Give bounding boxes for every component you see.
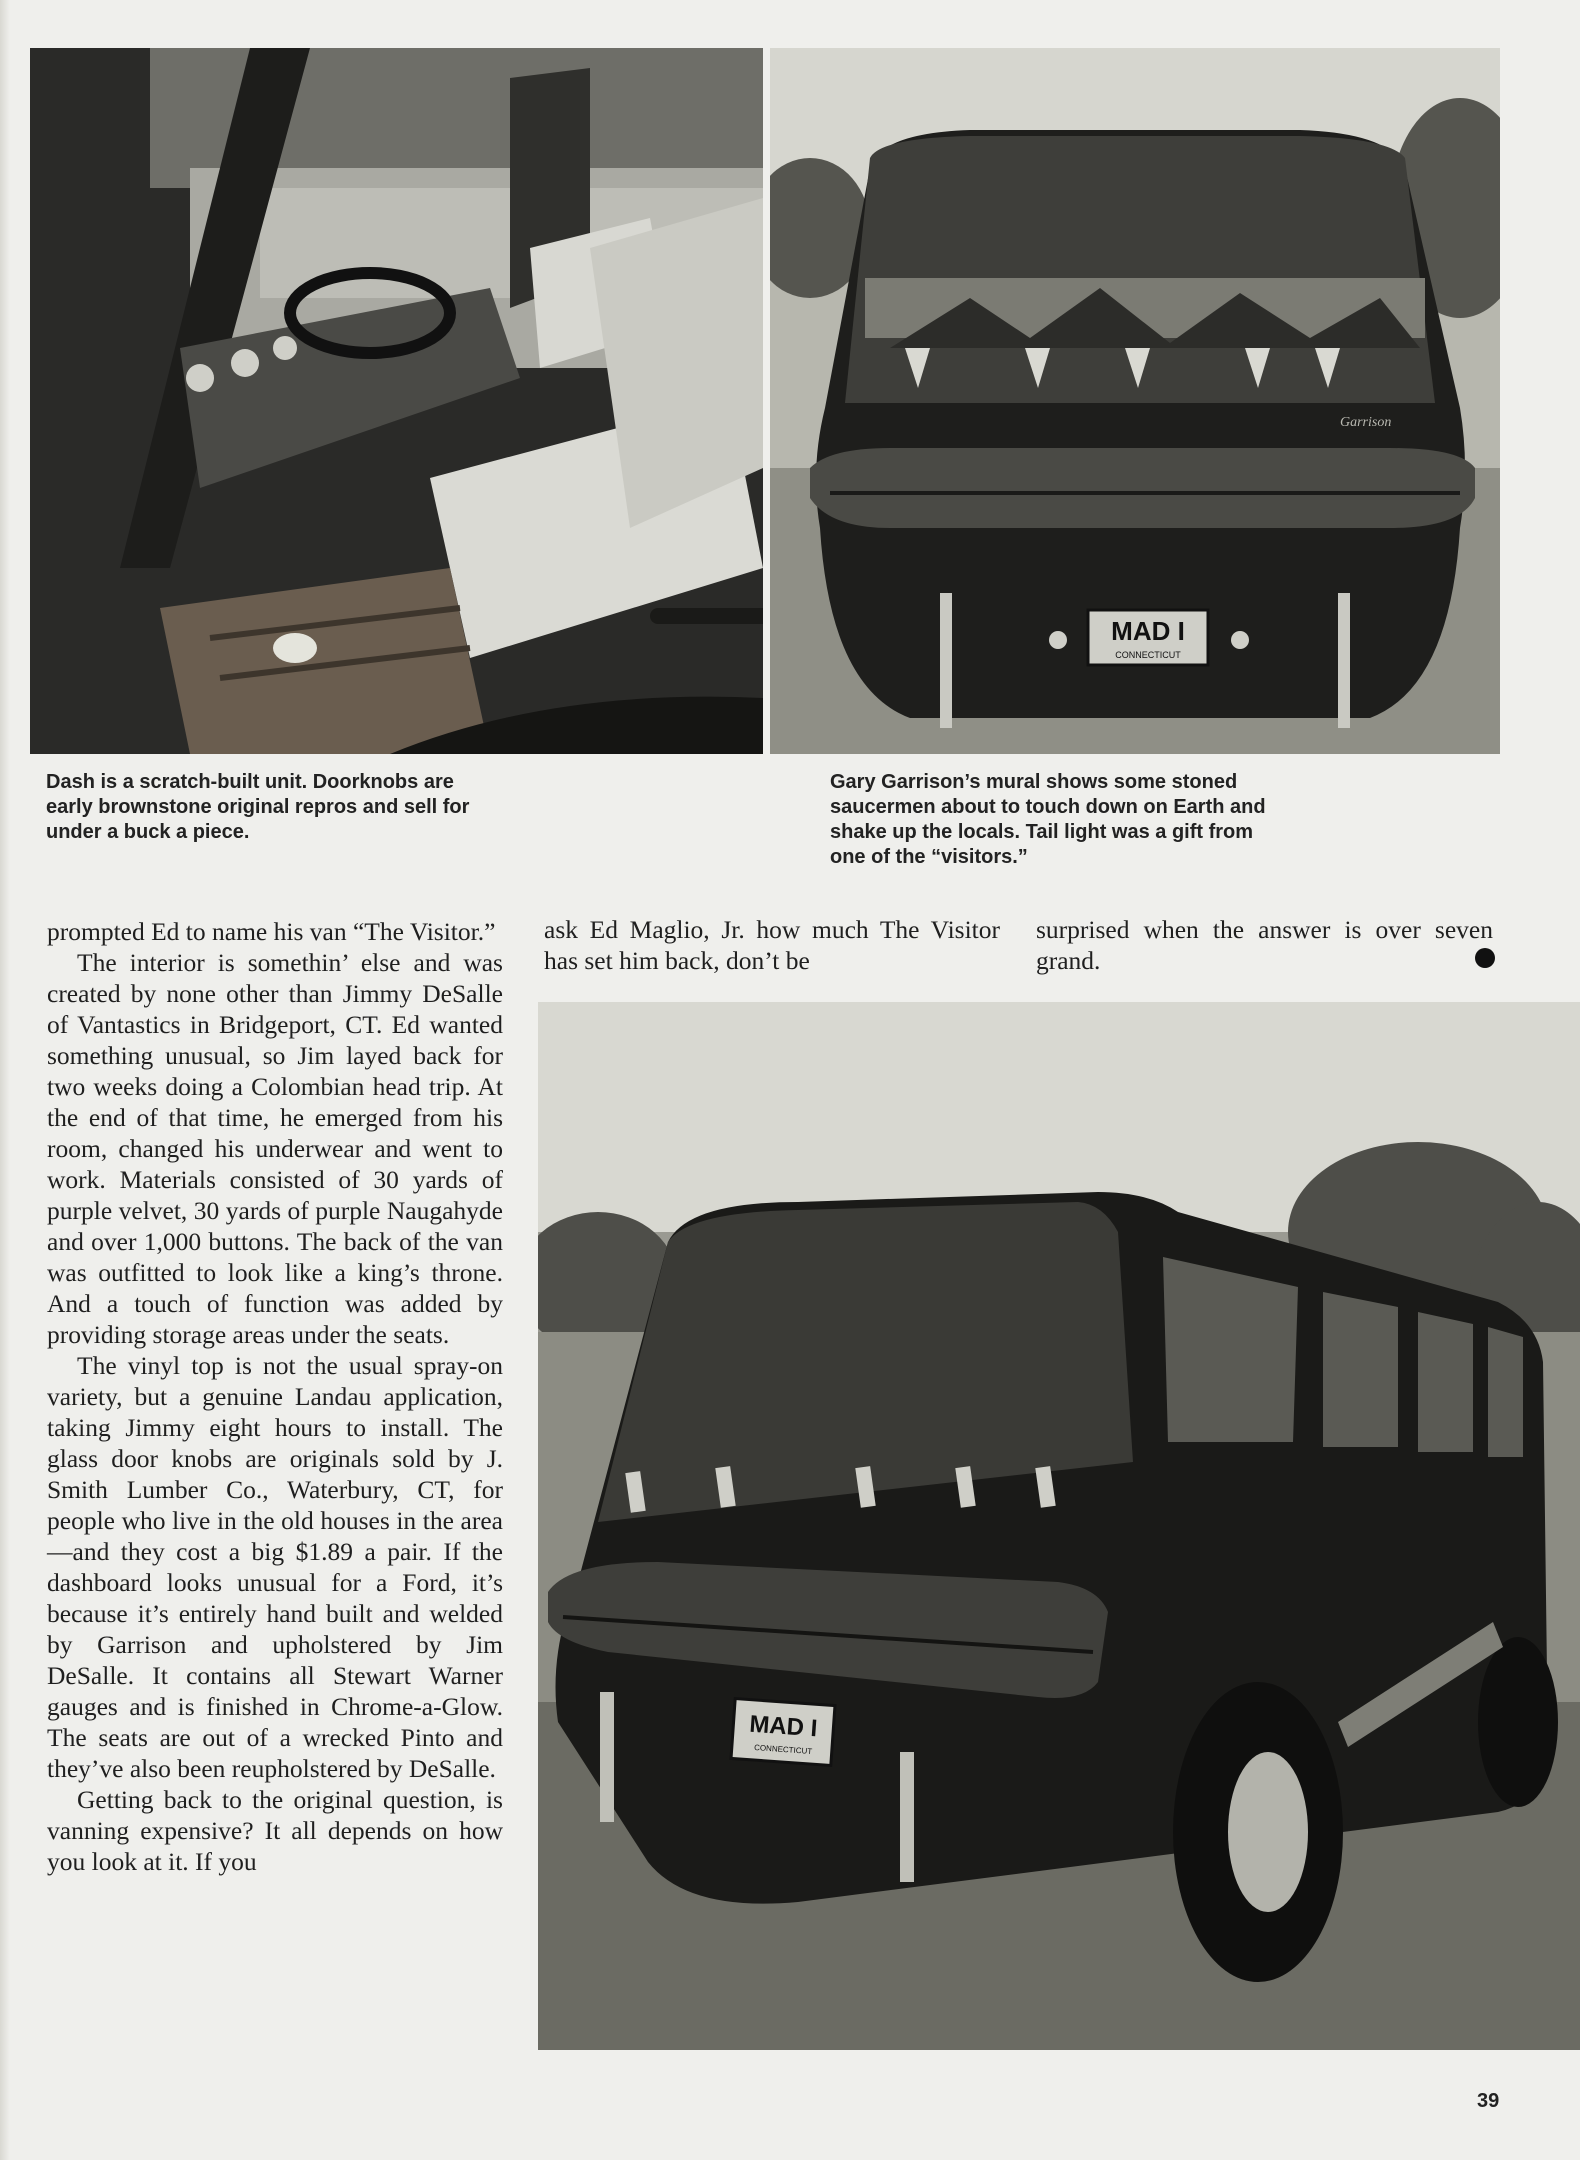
article-column-middle (544, 914, 1000, 976)
article-paragraph: prompted Ed to name his van “The Visitor.” (47, 917, 496, 946)
dashboard-photo-art (30, 48, 763, 754)
article-column-right (1036, 914, 1493, 976)
article-paragraph: ask Ed Maglio, Jr. how much The Visitor has set him back, don’t be (544, 915, 1000, 975)
article-paragraph: The interior is somethin’ else and was created by none other than Jimmy DeSalle of Vantastics in Bridgeport, CT. Ed wanted something unusual, so Jim layed back for two weeks doing a Colombian head trip. At the end of that time, he emerged from his room, changed his underwear and went to work. Materials consisted of 30 yards of purple velvet, 30 yards of purple Naugahyde and over 1,000 buttons. The back of the van was outfitted to look like a king’s throne. And a touch of function was added by providing storage areas under the seats. (47, 948, 503, 1349)
page-edge (0, 0, 10, 2160)
rear-mural-photo (770, 48, 1500, 754)
dashboard-caption: Dash is a scratch-built unit. Doorknobs are early brownstone original repros and sell for under a buck a piece. (46, 771, 470, 843)
page-number: 39 (1477, 2090, 1500, 2112)
article-paragraph: surprised when the answer is over seven grand. (1036, 915, 1493, 975)
end-of-article-bullet (1475, 948, 1495, 968)
van-photo-art (538, 1002, 1580, 2050)
rear-mural-photo-art (770, 48, 1500, 754)
van-photo (538, 1002, 1580, 2050)
rear-signature: Garrison (1340, 415, 1392, 430)
rear-license-plate-state: CONNECTICUT (1115, 650, 1181, 660)
van-license-plate-state: CONNECTICUT (753, 1742, 813, 1757)
article-paragraph: Getting back to the original question, is vanning expensive? It all depends on how you look at it. If you (47, 1785, 503, 1876)
dashboard-photo (30, 48, 763, 754)
article-paragraph: The vinyl top is not the usual spray-on variety, but a genuine Landau application, taking Jimmy eight hours to install. The glass door knobs are originals sold by J. Smith Lumber Co., Waterbury, CT, for people who live in the old houses in the area—and they cost a big $1.89 a pair. If the dashboard looks unusual for a Ford, it’s because it’s entirely hand built and welded by Garrison and upholstered by Jim DeSalle. It contains all Stewart Warner gauges and is finished in Chrome-a-Glow. The seats are out of a wrecked Pinto and they’ve also been reupholstered by DeSalle. (47, 1351, 503, 1783)
mural-caption: Gary Garrison’s mural shows some stoned saucermen about to touch down on Earth and shake up the locals. Tail light was a gift from one of the “visitors.” (830, 771, 1266, 868)
rear-license-plate: MAD I (1111, 616, 1185, 646)
article-column-left (47, 916, 503, 1877)
van-license-plate: MAD I (748, 1710, 819, 1743)
